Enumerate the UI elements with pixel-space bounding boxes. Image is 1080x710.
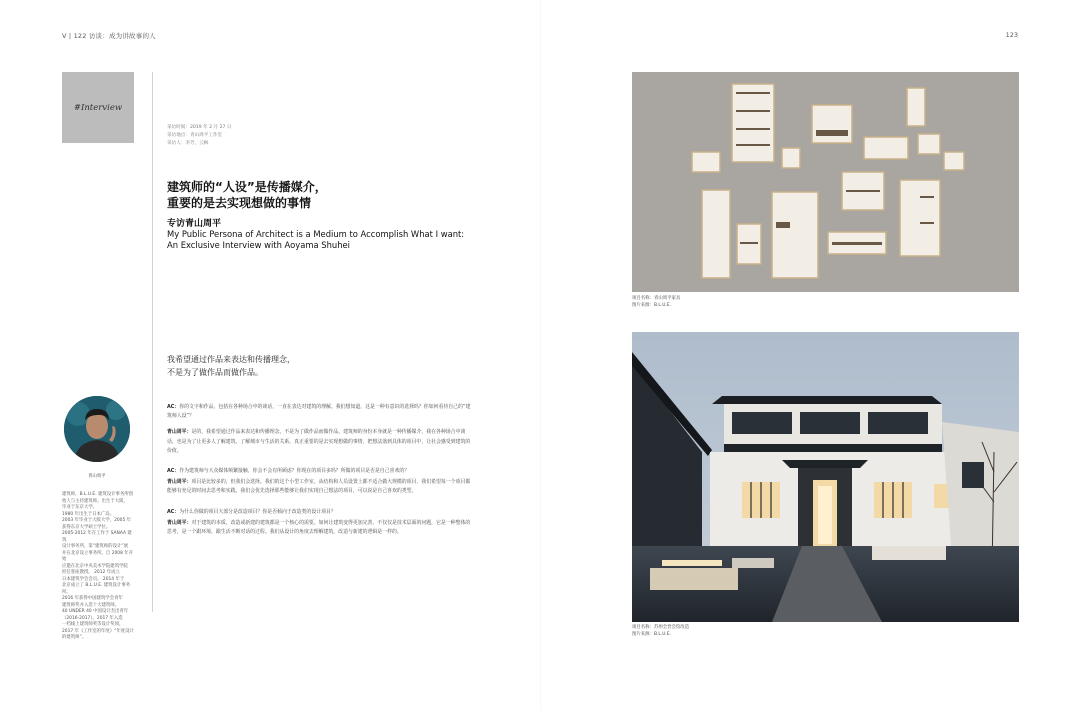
bio-line: 的建筑师”。 bbox=[62, 635, 87, 640]
pull-quote-line-2: 不是为了做作品而做作品。 bbox=[167, 368, 263, 377]
bio-line: 建筑师奖并入选十大建筑师。 bbox=[62, 602, 120, 608]
article-subtitle: 专访青山周平 bbox=[167, 219, 222, 229]
bio-line: 始人与主持建筑师。出生于大阪， bbox=[62, 498, 128, 504]
pull-quote bbox=[167, 353, 295, 379]
paragraph-text: 项目是比较多的，但我们会选择。我们的这个小型工作室，从结构和人员设置上都不适合做大规模的项目，我们希望每一个项目都能够有充足的时间去思考和实践。我们会优先选择那些能够让我们实现自己想法的项目，可以说是自己喜欢的类型。 bbox=[167, 479, 471, 495]
avatar bbox=[64, 396, 130, 462]
caption-line: 图片来源：B.L.U.E. bbox=[632, 302, 671, 308]
photo-caption-1 bbox=[632, 296, 680, 309]
bio-line: 北京成立了 B.L.U.E. 建筑设计事务所。 bbox=[62, 583, 131, 595]
bio-line: 2017 年《工作室的年度》“年度设计 bbox=[62, 628, 134, 634]
furniture-photo bbox=[632, 72, 1019, 292]
bio-line: 应邀在北京中央美术学院建筑学院 bbox=[62, 563, 128, 569]
pull-quote-line-1: 我希望通过作品来表达和传播理念， bbox=[167, 355, 295, 364]
author-bio bbox=[62, 492, 134, 642]
body-paragraph bbox=[167, 403, 474, 421]
bio-line: 获得东京大学硕士学位。 bbox=[62, 524, 111, 530]
bio-line: 1980 年出生于日本广岛。 bbox=[62, 511, 115, 517]
paragraph-text: 作为建筑师与大众媒体频繁接触，你会不会有所顾虑？你现在的项目多吗？所做的项目是否是自己喜欢的？ bbox=[179, 468, 410, 475]
bio-line: 2005-2012 年在工作于 SANAA 建筑 bbox=[62, 531, 132, 543]
english-title-line-1: My Public Persona of Architect is a Medium to Accomplish What I want: bbox=[167, 229, 465, 239]
caption-line: 项目名称：苏州全晋会馆改造 bbox=[632, 625, 690, 630]
speaker-label: AC： bbox=[167, 404, 180, 410]
bio-line: 设计事务所，第“建筑师的设计”展 bbox=[62, 544, 129, 549]
interview-body bbox=[167, 403, 474, 544]
body-paragraph bbox=[167, 428, 474, 456]
body-paragraph bbox=[167, 478, 474, 496]
running-header-left: V | 122 访谈：成为讲故事的人 bbox=[62, 32, 156, 40]
interview-meta bbox=[167, 124, 232, 148]
courtyard-building-illustration bbox=[632, 332, 1019, 622]
courtyard-photo bbox=[632, 332, 1019, 622]
meta-location: 采访地点：青山周平工作室 bbox=[167, 133, 223, 138]
body-paragraph bbox=[167, 467, 474, 476]
meta-interviewers: 采访人：李芳，云枫 bbox=[167, 141, 209, 146]
paragraph-text: 为什么你做的项目大部分是改造项目？你是否倾向于改造类的设计项目？ bbox=[179, 508, 336, 515]
page-number: 123 bbox=[1005, 31, 1018, 39]
bio-line: 建筑师，B.L.U.E. 建筑设计事务所创 bbox=[62, 492, 134, 497]
speaker-label: 青山周平： bbox=[167, 429, 192, 436]
bio-line: 2003 年毕业于大阪大学，2005 年 bbox=[62, 518, 132, 523]
interview-tag-block bbox=[62, 72, 134, 143]
english-title bbox=[167, 229, 464, 251]
speaker-label: 青山周平： bbox=[167, 479, 192, 486]
title-line-2: 重要的是去实现想做的事情 bbox=[167, 196, 312, 210]
portrait-photo bbox=[64, 396, 130, 462]
body-paragraph bbox=[167, 519, 474, 537]
paragraph-text: 是的，我希望通过作品来表达和传播理念，不是为了做作品而做作品。建筑师的身份本身就是一种传播媒介，我在各种场合中谈话，也是为了让更多人了解建筑、了解城市与生活的关系。真正重要的是去实现想做的事情，把想法落到具体的项目中，让社会感受到建筑的价值。 bbox=[167, 429, 471, 454]
bio-line: 40 UNDER 40 中国设计杰出青年 bbox=[62, 609, 129, 614]
article-title bbox=[167, 179, 327, 211]
title-line-1: 建筑师的“人设”是传播媒介， bbox=[167, 180, 327, 194]
bio-line: 2016 年获得中国建筑学会青年 bbox=[62, 596, 123, 601]
caption-line: 图片来源：B.L.U.E. bbox=[632, 631, 671, 637]
bio-line: 并在北京设立事务所。自 2008 年开始 bbox=[62, 550, 134, 562]
meta-date: 采访时间：2019 年 2 月 27 日 bbox=[167, 125, 232, 130]
speaker-label: AC： bbox=[167, 468, 180, 475]
interview-tag-label: #Interview bbox=[73, 102, 123, 113]
speaker-label: AC： bbox=[167, 508, 180, 515]
spread-gutter bbox=[540, 0, 541, 710]
photo-caption-2 bbox=[632, 625, 689, 638]
column-divider bbox=[152, 72, 153, 612]
bio-line: 毕业于东京大学。 bbox=[62, 505, 98, 510]
caption-line: 项目名称：青山周平家具 bbox=[632, 296, 681, 301]
speaker-label: 青山周平： bbox=[167, 519, 192, 526]
avatar-name: 青山周平 bbox=[88, 474, 106, 479]
bio-line: 一档线上建筑师奖等设计奖项， bbox=[62, 622, 124, 627]
bio-line: 担任客座教授。 2012 年成立 bbox=[62, 570, 120, 575]
paragraph-text: 你的文字和作品，包括在各种场合中的谈话，一直在表达对建筑的理解。我们想知道，这是一种有意识的选择吗？你如何看待自己的“建筑师人设”？ bbox=[167, 404, 471, 420]
body-paragraph bbox=[167, 508, 474, 517]
paragraph-text: 对于建筑的本质，改造或新建的建筑都是一个核心的需要。如何让建筑变得更加完善，不仅仅是技术层面的问题，它是一种整体的思考，是一个跟环境、跟生活不断对话的过程。我们从设计的角度去理解建筑，改造与新建的逻辑是一样的。 bbox=[167, 519, 471, 536]
english-title-line-2: An Exclusive Interview with Aoyama Shuhei bbox=[167, 240, 351, 250]
wall-cabinets-illustration bbox=[632, 72, 1019, 292]
bio-line: 日本建筑学会会员。 2014 年于 bbox=[62, 576, 125, 582]
bio-line: （2016-2017）。2017 年入选 bbox=[62, 615, 123, 621]
